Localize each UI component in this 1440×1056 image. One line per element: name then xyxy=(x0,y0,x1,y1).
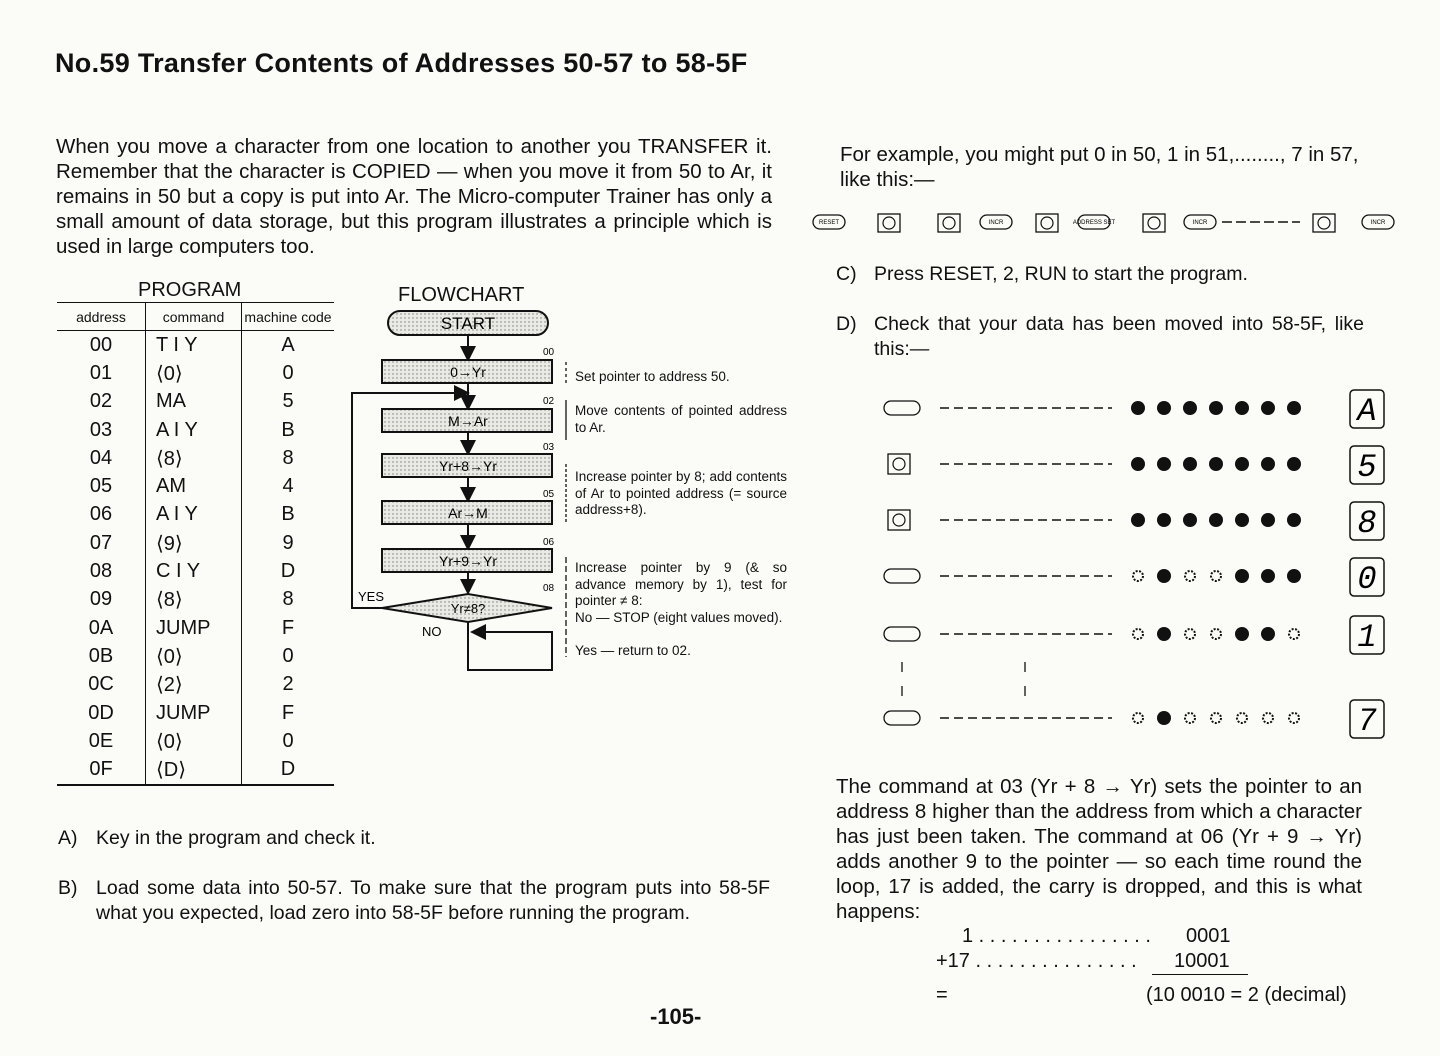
led-off xyxy=(1133,713,1143,723)
calc-line3-left: = xyxy=(936,984,948,1006)
flowchart-title: FLOWCHART xyxy=(398,284,525,306)
row-machine-code: 9 xyxy=(282,531,294,554)
table-row xyxy=(57,642,334,670)
fc-start-label: START xyxy=(440,314,496,333)
calc-line2-right: 10001 xyxy=(1174,950,1230,972)
step-d xyxy=(836,312,1396,372)
led-on xyxy=(1261,457,1275,471)
led-off xyxy=(1289,629,1299,639)
led-on xyxy=(1235,627,1249,641)
key-reset-label: RESET xyxy=(818,220,840,226)
table-row xyxy=(57,727,334,755)
bottom-paragraph: The command at 03 (Yr + 8 → Yr) sets the pointer to an address 8 higher than the address from which a character has just been taken. The command at 06 (Yr + 9 → Yr) adds another 9 to the pointer — so each time round the loop, 17 is added, the carry is dropped, and this is what happens: xyxy=(836,775,1362,923)
row-machine-code: 0 xyxy=(282,729,294,752)
row-command: ⟨8⟩ xyxy=(146,444,242,472)
key-icon xyxy=(884,569,920,583)
fc-decision-label: Yr≠8? xyxy=(450,601,486,616)
led-off xyxy=(1133,571,1143,581)
led-on xyxy=(1261,401,1275,415)
program-table xyxy=(57,302,334,786)
led-off xyxy=(1211,713,1221,723)
step-d-text: Check that your data has been moved into 58-5F, like this:— xyxy=(874,313,1364,360)
intro-paragraph: When you move a character from one location to another you TRANSFER it. Remember that the character is COPIED — when you move it from 50 to Ar, it remains in 50 but a copy is put into Ar. The Micro-computer Trainer has only a small amount of data storage, but this program illustrates a principle which is used in large computers too. xyxy=(56,135,772,258)
led-on xyxy=(1261,569,1275,583)
fc-box-2-label: M→Ar xyxy=(448,413,488,429)
step-c-text: Press RESET, 2, RUN to start the program. xyxy=(874,263,1248,285)
row-address: 0F xyxy=(57,755,146,784)
fc-addr-08: 08 xyxy=(543,583,555,594)
row-command: ⟨0⟩ xyxy=(146,727,242,755)
display-row xyxy=(884,390,1384,430)
fc-box-3-label: Yr+8→Yr xyxy=(439,458,497,474)
led-off xyxy=(1289,713,1299,723)
table-row xyxy=(57,472,334,500)
display-row xyxy=(888,446,1384,486)
table-row xyxy=(57,444,334,472)
led-on xyxy=(1261,627,1275,641)
table-row xyxy=(57,699,334,727)
led-on xyxy=(1235,457,1249,471)
row-command: MA xyxy=(146,388,242,416)
page-number: -105- xyxy=(650,1004,702,1029)
led-on xyxy=(1131,401,1145,415)
led-on xyxy=(1157,513,1171,527)
row-address: 07 xyxy=(57,529,146,557)
fc-addr-03: 03 xyxy=(543,442,555,453)
display-row xyxy=(888,502,1384,542)
led-off xyxy=(1211,571,1221,581)
row-machine-code: 5 xyxy=(282,390,294,413)
row-address: 09 xyxy=(57,586,146,614)
row-machine-code: F xyxy=(281,701,295,724)
key-icon xyxy=(884,627,920,641)
led-off xyxy=(1185,713,1195,723)
table-row xyxy=(57,529,334,557)
fc-addr-05: 05 xyxy=(543,489,555,500)
display-row xyxy=(884,700,1384,740)
row-command: ⟨8⟩ xyxy=(146,586,242,614)
fc-addr-00: 00 xyxy=(543,347,555,358)
table-row xyxy=(57,501,334,529)
led-on xyxy=(1183,513,1197,527)
row-command: A I Y xyxy=(146,501,242,529)
fc-addr-02: 02 xyxy=(543,396,555,407)
row-address: 0E xyxy=(57,727,146,755)
led-on xyxy=(1157,569,1171,583)
flowchart-diagram xyxy=(340,305,570,675)
row-command: A I Y xyxy=(146,416,242,444)
fc-note-4: Increase pointer by 9 (& so advance memory by 1), test for pointer ≠ 8: xyxy=(575,560,787,608)
digit-key-icon xyxy=(888,510,910,530)
seven-seg-digit: 5 xyxy=(1357,449,1377,486)
step-a-label: A) xyxy=(58,827,78,849)
seven-seg-digit: 7 xyxy=(1357,703,1377,740)
led-on xyxy=(1287,401,1301,415)
fc-box-1-label: 0→Yr xyxy=(450,364,486,380)
row-command: ⟨D⟩ xyxy=(146,755,242,784)
table-row xyxy=(57,671,334,699)
seven-seg-digit: A xyxy=(1357,393,1377,430)
row-machine-code: 0 xyxy=(282,361,294,384)
step-c-label: C) xyxy=(836,263,857,285)
row-address: 0B xyxy=(57,642,146,670)
row-machine-code: 2 xyxy=(282,673,294,696)
step-d-label: D) xyxy=(836,313,857,335)
row-address: 04 xyxy=(57,444,146,472)
fc-yes-label: YES xyxy=(358,589,385,604)
row-address: 06 xyxy=(57,501,146,529)
fc-addr-06: 06 xyxy=(543,537,555,548)
fc-note-5: No — STOP (eight values moved). xyxy=(575,610,783,625)
row-machine-code: 8 xyxy=(282,588,294,611)
led-off xyxy=(1133,629,1143,639)
row-address: 03 xyxy=(57,416,146,444)
row-machine-code: B xyxy=(281,418,295,441)
row-command: JUMP xyxy=(146,614,242,642)
led-off xyxy=(1211,629,1221,639)
step-c xyxy=(836,262,1396,292)
led-on xyxy=(1287,513,1301,527)
row-machine-code: D xyxy=(280,560,296,583)
led-on xyxy=(1235,513,1249,527)
led-on xyxy=(1183,457,1197,471)
header-machine-code: machine code xyxy=(242,303,335,331)
program-title: PROGRAM xyxy=(138,279,242,301)
key-icon xyxy=(884,401,920,415)
row-machine-code: D xyxy=(242,755,335,784)
fc-note-2: Move contents of pointed address to Ar. xyxy=(575,403,787,435)
row-address: 00 xyxy=(57,331,146,360)
step-b-text: Load some data into 50-57. To make sure that the program puts into 58-5F what you expected, load zero into 58-5F before running the program. xyxy=(96,877,770,924)
row-command: ⟨9⟩ xyxy=(146,529,242,557)
calc-line2-left: +17 . . . . . . . . . . . . . . . xyxy=(936,950,1137,972)
header-address: address xyxy=(57,303,146,331)
row-address: 01 xyxy=(57,359,146,387)
row-command: AM xyxy=(146,472,242,500)
table-row xyxy=(57,614,334,642)
step-a xyxy=(58,826,778,856)
row-machine-code: 0 xyxy=(282,644,294,667)
fc-note-6: Yes — return to 02. xyxy=(575,643,691,658)
key-incr-label-3: INCR xyxy=(1370,220,1386,226)
digit-key-icon xyxy=(888,454,910,474)
table-row xyxy=(57,331,334,360)
display-row xyxy=(884,558,1384,598)
led-on xyxy=(1131,513,1145,527)
row-command: C I Y xyxy=(146,557,242,585)
table-row xyxy=(57,388,334,416)
calc-line3-right: (10 0010 = 2 (decimal) xyxy=(1146,984,1347,1006)
led-on xyxy=(1157,627,1171,641)
step-a-text: Key in the program and check it. xyxy=(96,827,376,849)
display-row xyxy=(884,616,1384,656)
led-off xyxy=(1185,629,1195,639)
row-machine-code: A xyxy=(281,333,295,356)
seven-seg-digit: 0 xyxy=(1357,561,1377,598)
led-on xyxy=(1209,457,1223,471)
step-b xyxy=(58,876,778,956)
led-on xyxy=(1235,569,1249,583)
row-address: 0D xyxy=(57,699,146,727)
row-machine-code: 4 xyxy=(282,475,294,498)
calc-line1-right: 0001 xyxy=(1186,925,1231,947)
table-row xyxy=(57,557,334,585)
fc-box-4-label: Ar→M xyxy=(448,505,488,521)
table-row xyxy=(57,755,334,784)
fc-note-3: Increase pointer by 8; add contents of Ar to pointed address (= source address+8). xyxy=(575,469,787,517)
row-command: ⟨0⟩ xyxy=(146,359,242,387)
row-command: ⟨2⟩ xyxy=(146,671,242,699)
led-on xyxy=(1261,513,1275,527)
fc-no-label: NO xyxy=(422,624,442,639)
led-off xyxy=(1263,713,1273,723)
key-sequence xyxy=(810,206,1410,240)
header-command: command xyxy=(146,303,242,331)
key-incr-label-2: INCR xyxy=(1192,220,1208,226)
seven-seg-digit: 1 xyxy=(1357,619,1377,656)
display-table xyxy=(880,380,1400,745)
table-row xyxy=(57,359,334,387)
row-machine-code: B xyxy=(281,503,295,526)
led-on xyxy=(1157,457,1171,471)
row-address: 02 xyxy=(57,388,146,416)
led-off xyxy=(1237,713,1247,723)
led-on xyxy=(1235,401,1249,415)
key-incr-label: INCR xyxy=(988,220,1004,226)
row-command: ⟨0⟩ xyxy=(146,642,242,670)
fc-note-1: Set pointer to address 50. xyxy=(575,369,730,384)
page-title: No.59 Transfer Contents of Addresses 50-57 to 58-5F xyxy=(55,48,748,78)
row-address: 08 xyxy=(57,557,146,585)
led-on xyxy=(1287,457,1301,471)
led-on xyxy=(1157,711,1171,725)
calc-line1-left: 1 . . . . . . . . . . . . . . . . xyxy=(962,925,1151,947)
led-on xyxy=(1183,401,1197,415)
fc-note-brackets xyxy=(562,362,572,662)
row-command: JUMP xyxy=(146,699,242,727)
key-address-set-label: ADDRESS SET xyxy=(1072,220,1116,226)
led-on xyxy=(1209,513,1223,527)
row-address: 0C xyxy=(57,671,146,699)
calc-rule xyxy=(1152,974,1248,975)
led-on xyxy=(1131,457,1145,471)
step-b-label: B) xyxy=(58,877,78,899)
table-row xyxy=(57,416,334,444)
led-on xyxy=(1209,401,1223,415)
key-icon xyxy=(884,711,920,725)
seven-seg-digit: 8 xyxy=(1357,505,1377,542)
led-on xyxy=(1157,401,1171,415)
fc-box-5-label: Yr+9→Yr xyxy=(439,553,497,569)
row-address: 05 xyxy=(57,472,146,500)
example-text: For example, you might put 0 in 50, 1 in 51,........, 7 in 57, like this:— xyxy=(840,143,1359,191)
row-machine-code: F xyxy=(281,616,295,639)
row-machine-code: 8 xyxy=(282,446,294,469)
led-off xyxy=(1185,571,1195,581)
row-address: 0A xyxy=(57,614,146,642)
table-row xyxy=(57,586,334,614)
row-command: T I Y xyxy=(146,331,242,360)
led-on xyxy=(1287,569,1301,583)
